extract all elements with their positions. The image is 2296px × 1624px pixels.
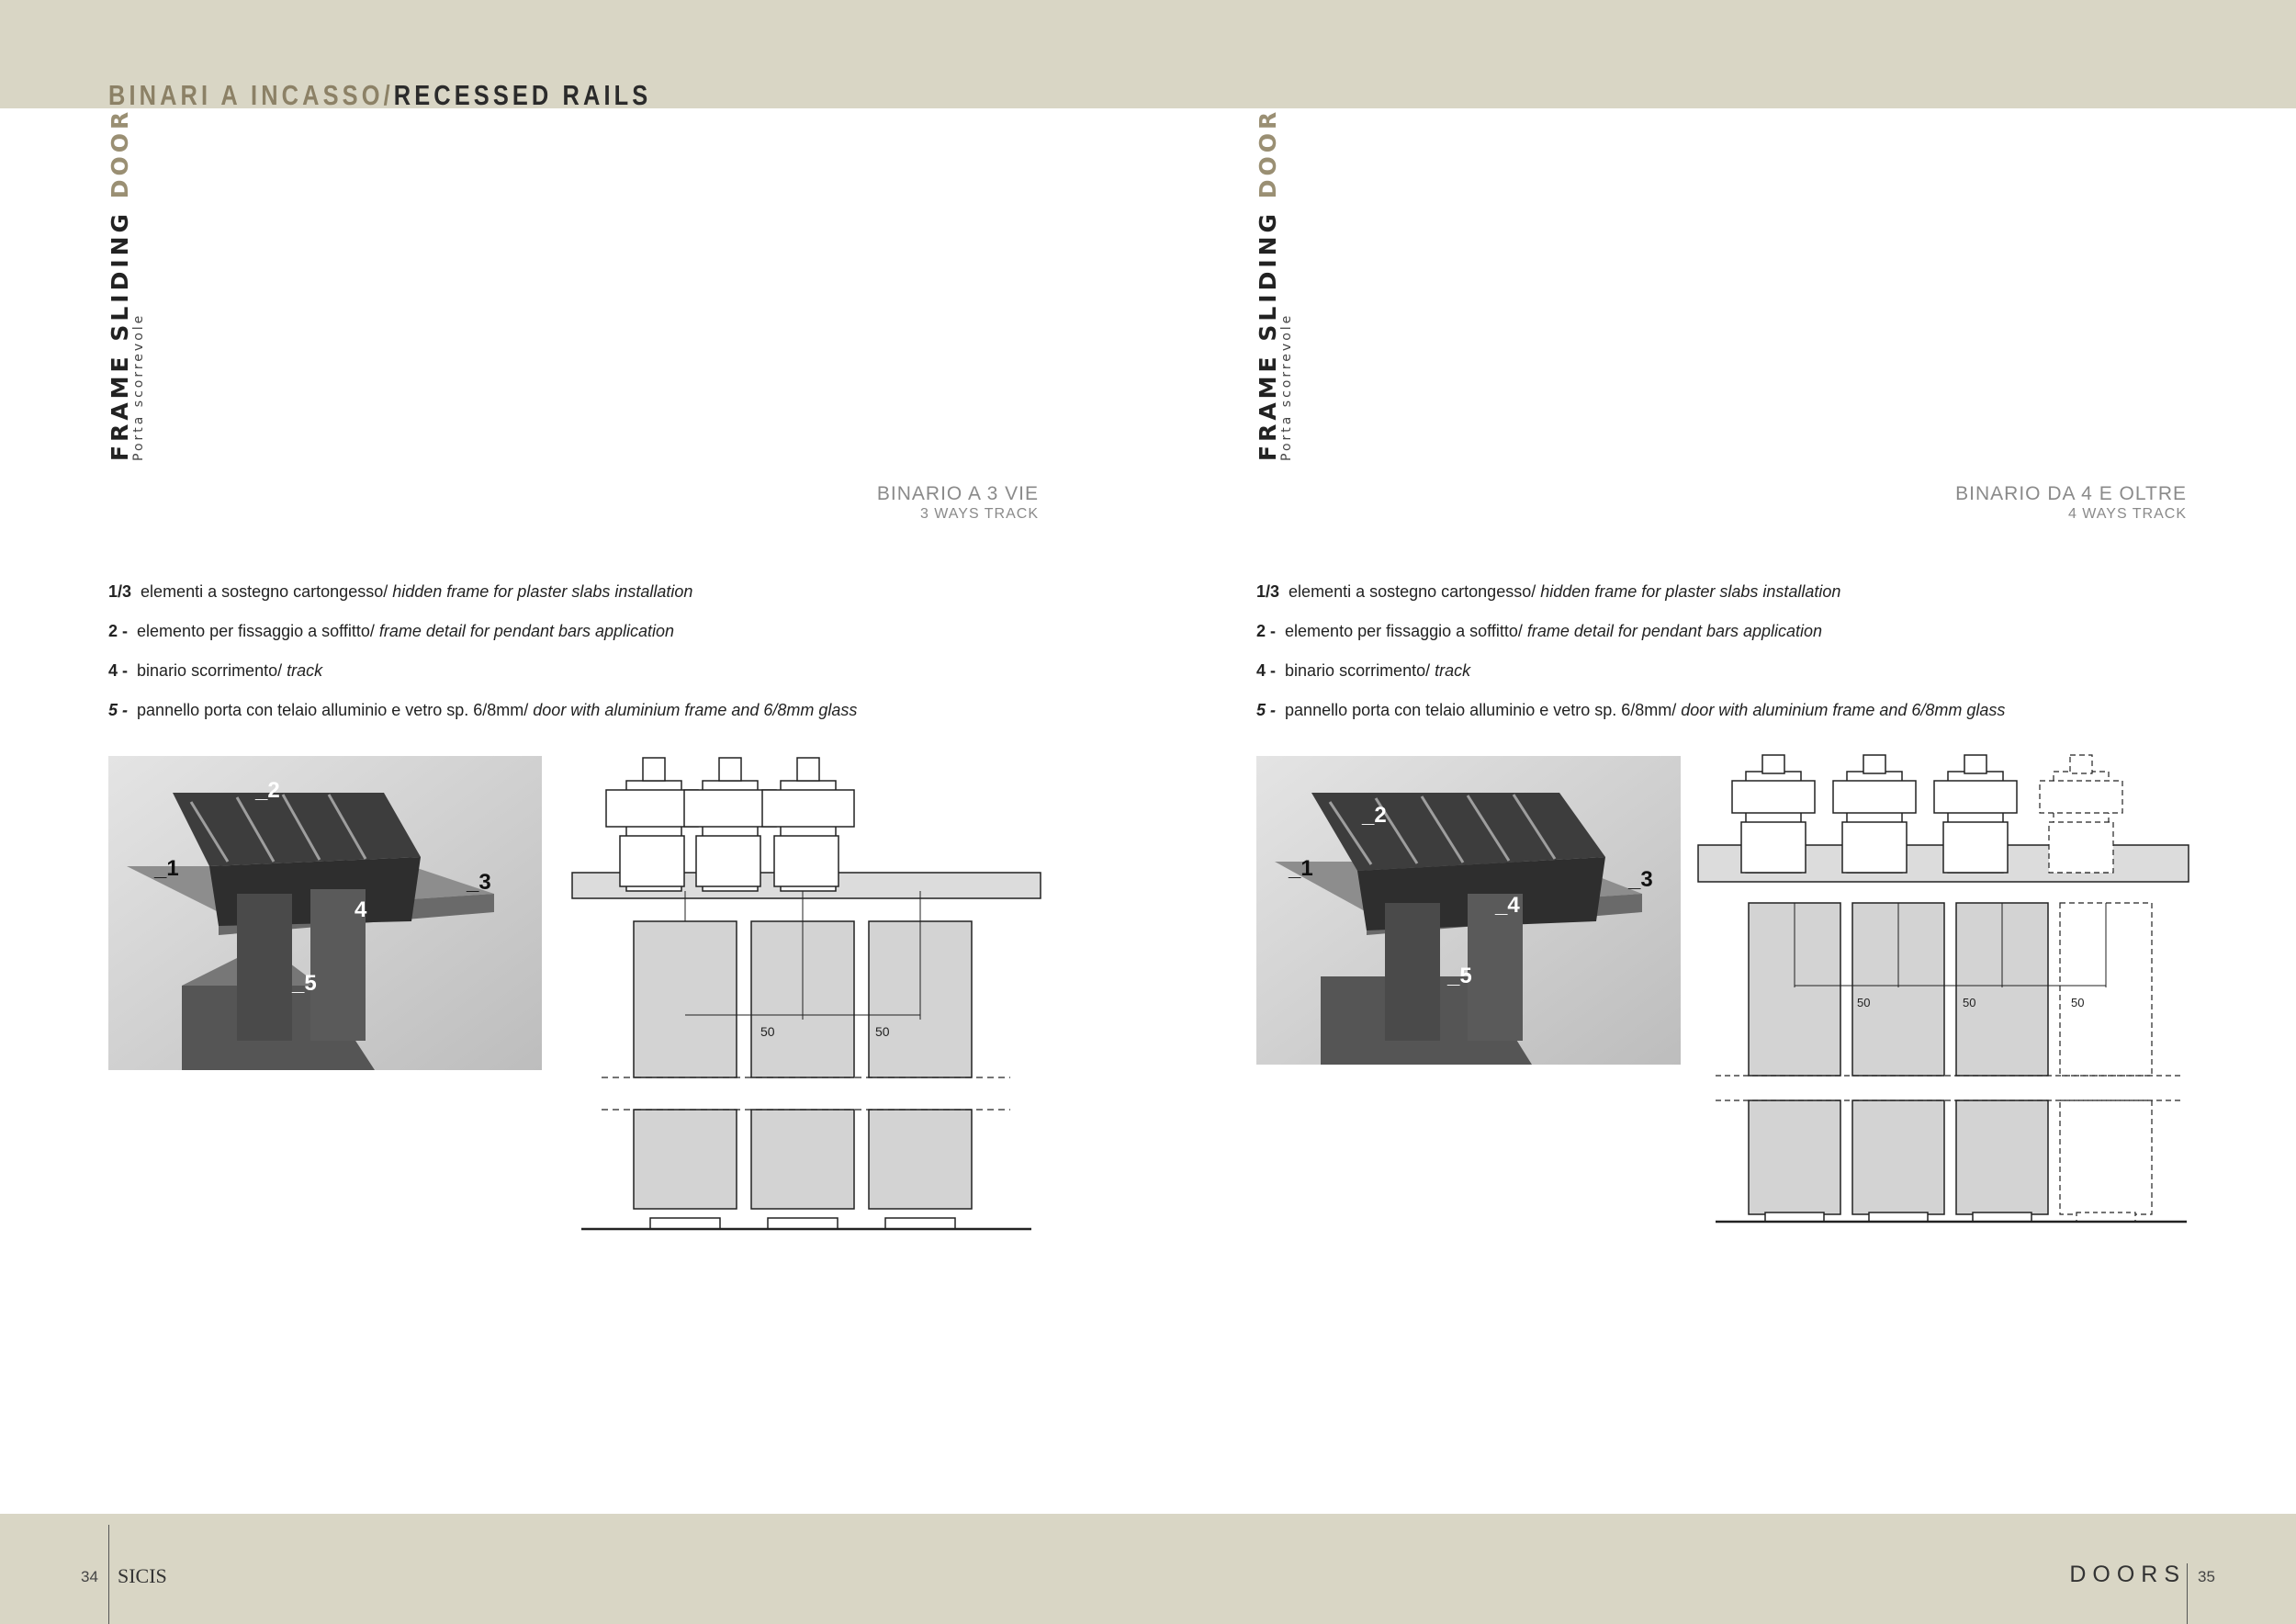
legend-text-en: track xyxy=(287,661,323,680)
track-title-it: BINARIO DA 4 E OLTRE xyxy=(1955,483,2187,504)
legend-row xyxy=(1256,661,2005,701)
photo-label: _1 xyxy=(154,856,179,881)
legend-num: 5 - xyxy=(1256,701,1277,719)
legend-text-it: elemento per fissaggio a soffitto/ xyxy=(137,622,375,640)
photo-label: _1 xyxy=(1289,856,1313,881)
photo-label: _4 xyxy=(1495,893,1520,918)
right-track-drawing xyxy=(1695,753,2191,1226)
photo-label: _2 xyxy=(255,778,280,803)
right-page-number: 35 xyxy=(2198,1568,2215,1585)
legend-text-it: elementi a sostegno cartongesso/ xyxy=(141,582,388,601)
vertical-title-door: DOOR xyxy=(107,107,133,199)
legend-text-en: hidden frame for plaster slabs installation xyxy=(1540,582,1841,601)
dimension-label: 50 xyxy=(1857,996,1871,1009)
legend-text-en: frame detail for pendant bars application xyxy=(1526,622,1823,640)
photo-label: _2 xyxy=(1362,803,1387,828)
right-legend xyxy=(1256,582,2005,740)
photo-label: 4 xyxy=(355,897,367,922)
legend-num: 1/3 xyxy=(1256,582,1280,601)
legend-row xyxy=(108,701,857,740)
track-title-en: 3 WAYS TRACK xyxy=(919,506,1039,522)
dimension-label: 50 xyxy=(875,1024,890,1039)
photo-label: _5 xyxy=(292,971,317,996)
legend-row xyxy=(108,582,857,622)
legend-row xyxy=(108,661,857,701)
legend-num: 4 - xyxy=(108,661,129,680)
vertical-subtitle: Porta scorrevole xyxy=(1279,312,1294,461)
left-track-title xyxy=(877,483,1039,523)
left-vertical-title xyxy=(107,108,146,461)
brand-logo: SICIS xyxy=(118,1564,167,1587)
vertical-title-main: FRAME SLIDING xyxy=(1255,198,1281,461)
photo-label: _3 xyxy=(1628,867,1653,892)
left-legend xyxy=(108,582,857,740)
left-rail-photo xyxy=(108,756,542,1070)
track-title-it: BINARIO A 3 VIE xyxy=(876,483,1039,504)
left-page-number: 34 xyxy=(81,1568,98,1585)
vertical-subtitle: Porta scorrevole xyxy=(131,312,146,461)
footer-divider xyxy=(2187,1563,2188,1624)
right-vertical-title xyxy=(1255,108,1294,461)
legend-text-it: pannello porta con telaio alluminio e vetro sp. 6/8mm/ xyxy=(1285,701,1677,719)
section-title: DOORS xyxy=(2069,1562,2186,1587)
title-italian: BINARI A INCASSO/ xyxy=(108,79,394,111)
legend-text-en: track xyxy=(1435,661,1471,680)
legend-num: 4 - xyxy=(1256,661,1277,680)
dimension-label: 50 xyxy=(2071,996,2085,1009)
right-track-title xyxy=(1955,483,2187,523)
footer-band xyxy=(0,1514,2296,1624)
legend-num: 2 - xyxy=(1256,622,1277,640)
title-english: RECESSED RAILS xyxy=(393,79,652,111)
legend-text-en: frame detail for pendant bars application xyxy=(378,622,675,640)
legend-num: 1/3 xyxy=(108,582,132,601)
photo-label: _5 xyxy=(1447,964,1472,988)
dimension-label: 50 xyxy=(1963,996,1976,1009)
dimension-label: 50 xyxy=(760,1024,775,1039)
vertical-title-main: FRAME SLIDING xyxy=(107,198,133,461)
legend-text-it: pannello porta con telaio alluminio e vetro sp. 6/8mm/ xyxy=(137,701,529,719)
legend-text-en: hidden frame for plaster slabs installation xyxy=(392,582,693,601)
photo-label: _3 xyxy=(467,870,491,895)
legend-text-it: elemento per fissaggio a soffitto/ xyxy=(1285,622,1523,640)
legend-num: 2 - xyxy=(108,622,129,640)
legend-text-it: binario scorrimento/ xyxy=(137,661,283,680)
legend-row xyxy=(108,622,857,661)
legend-row xyxy=(1256,582,2005,622)
legend-row xyxy=(1256,622,2005,661)
legend-text-it: elementi a sostegno cartongesso/ xyxy=(1289,582,1536,601)
legend-text-en: door with aluminium frame and 6/8mm glass xyxy=(533,701,858,719)
vertical-title-door: DOOR xyxy=(1255,107,1281,199)
legend-text-en: door with aluminium frame and 6/8mm glass xyxy=(1681,701,2006,719)
legend-row xyxy=(1256,701,2005,740)
legend-text-it: binario scorrimento/ xyxy=(1285,661,1431,680)
right-rail-photo xyxy=(1256,756,1681,1065)
legend-num: 5 - xyxy=(108,701,129,719)
track-title-en: 4 WAYS TRACK xyxy=(2067,506,2187,522)
page-title xyxy=(108,79,651,112)
footer-divider xyxy=(108,1525,109,1624)
left-track-drawing xyxy=(569,753,1042,1235)
